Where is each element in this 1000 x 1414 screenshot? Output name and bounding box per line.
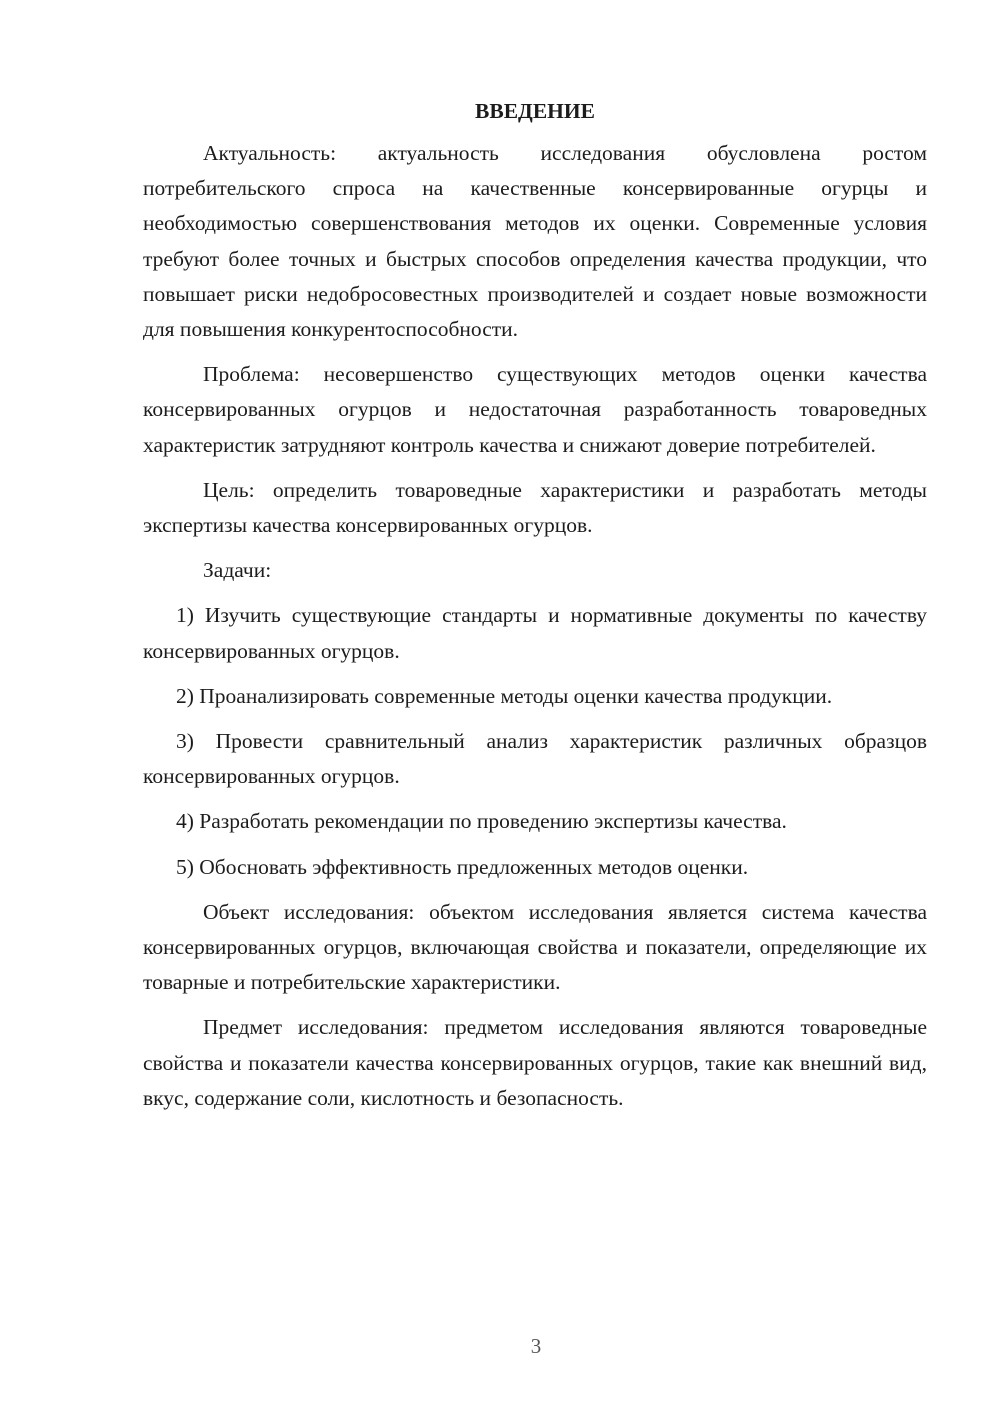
page-content xyxy=(143,96,927,1126)
task-item-3: 3) Провести сравнительный анализ характеристик различных образцов консервированных огурцов. xyxy=(143,729,927,789)
page-number: 3 xyxy=(530,1334,542,1358)
problem-paragraph: Проблема: несовершенство существующих методов оценки качества консервированных огурцов и недостаточная разработанность товароведных характеристик затрудняют контроль качества и снижают доверие потребителей. xyxy=(143,362,927,457)
task-item-4: 4) Разработать рекомендации по проведению экспертизы качества. xyxy=(176,809,787,834)
relevance-paragraph: Актуальность: актуальность исследования обусловлена ростом потребительского спроса на качественные консервированные огурцы и необходимостью совершенствования методов их оценки. Современные условия требуют более точных и быстрых способов определения качества продукции, что повышает риски недобросовестных производителей и создает новые возможности для повышения конкурентоспособности. xyxy=(143,141,927,342)
section-heading: ВВЕДЕНИЕ xyxy=(475,99,595,123)
tasks-label: Задачи: xyxy=(203,558,272,583)
task-item-5: 5) Обосновать эффективность предложенных методов оценки. xyxy=(176,854,749,879)
goal-paragraph: Цель: определить товароведные характеристики и разработать методы экспертизы качества консервированных огурцов. xyxy=(143,477,927,538)
object-paragraph: Объект исследования: объектом исследования является система качества консервированных огурцов, включающая свойства и показатели, определяющие их товарные и потребительские характеристики. xyxy=(143,899,927,995)
task-item-2: 2) Проанализировать современные методы оценки качества продукции. xyxy=(176,683,833,708)
subject-paragraph: Предмет исследования: предметом исследования являются товароведные свойства и показатели качества консервированных огурцов, такие как внешний вид, вкус, содержание соли, кислотность и безопасность. xyxy=(143,1015,927,1110)
task-item-1: 1) Изучить существующие стандарты и нормативные документы по качеству консервированных огурцов. xyxy=(143,603,927,663)
